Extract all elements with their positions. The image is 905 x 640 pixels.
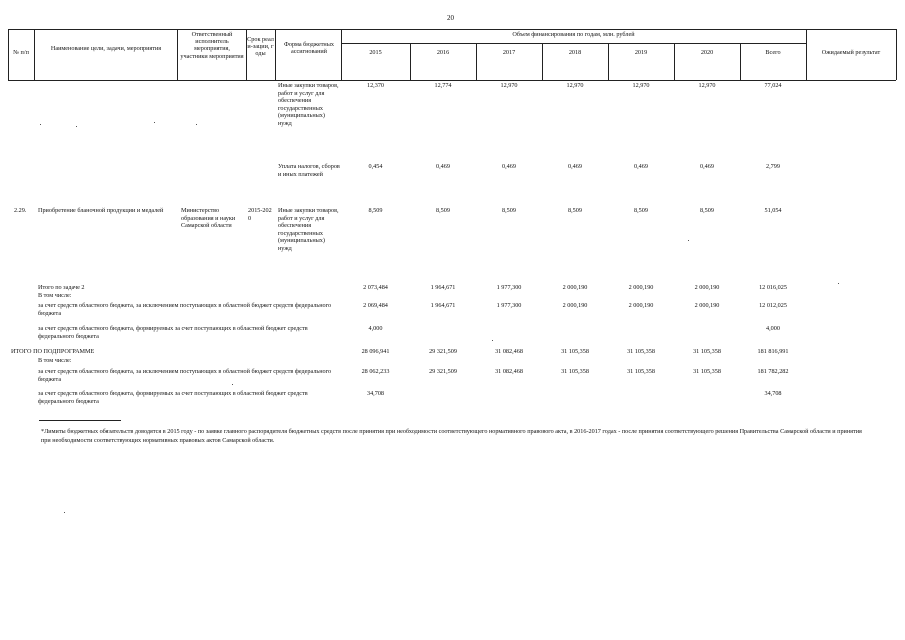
task-regional-2018: 2 000,190 (562, 302, 588, 309)
subprogram-regional-2016: 29 321,509 (429, 368, 457, 375)
row1-2019: 12,970 (632, 82, 650, 89)
scan-speck (154, 122, 155, 123)
subprogram-total-2016: 29 321,509 (429, 348, 457, 355)
header-result: Ожидаемый результат (821, 49, 881, 56)
scan-speck (688, 240, 689, 241)
header-year-2016: 2016 (436, 49, 450, 56)
task-regional-2017: 1 977,300 (496, 302, 522, 309)
row3-form: Иные закупки товаров, работ и услуг для обеспечения государственных (муниципальных) нужд (278, 207, 339, 252)
row2-2018: 0,469 (568, 163, 582, 170)
row1-2015: 12,370 (366, 82, 384, 89)
task-regional-2019: 2 000,190 (628, 302, 654, 309)
row1-2020: 12,970 (698, 82, 716, 89)
page-number: 20 (447, 14, 454, 22)
task-total-2015: 2 073,484 (363, 284, 388, 291)
header-bottom-border (8, 80, 896, 81)
row1-total: 77,024 (764, 82, 782, 89)
row3-name: Приобретение бланочной продукции и медалей (38, 207, 164, 214)
header-term: Срок реали-зации, годы (247, 36, 274, 58)
task-total-2018: 2 000,190 (562, 284, 588, 291)
subprogram-regional-2015: 28 062,233 (361, 368, 390, 375)
header-year-2017: 2017 (502, 49, 516, 56)
row3-2019: 8,509 (634, 207, 648, 214)
scan-speck (76, 126, 77, 127)
row1-2017: 12,970 (500, 82, 518, 89)
header-top-border (8, 29, 896, 30)
subprogram-regional-2018: 31 105,358 (561, 368, 589, 375)
footnote: *Лимиты бюджетных обязательств доводятся в 2015 году - по заявке главного распорядителя бюджетных средств после принятия при необходимости соответствующего нормативного правового акта, в 2016-2017 годах - после принятия соответствующего решения Правительства Самарской области и принятия при необходимости соответствующих нормативных правовых актов Самарской области. (41, 428, 862, 444)
task-total-2020: 2 000,190 (694, 284, 720, 291)
row3-2017: 8,509 (502, 207, 516, 214)
row2-2020: 0,469 (700, 163, 714, 170)
scan-speck (232, 384, 233, 385)
row3-2016: 8,509 (436, 207, 450, 214)
scan-speck (838, 283, 839, 284)
header-name: Наименование цели, задачи, мероприятия (50, 45, 162, 52)
header-year-2018: 2018 (568, 49, 582, 56)
header-year-2015: 2015 (369, 49, 382, 56)
subprogram-total-all: 181 816,991 (757, 348, 789, 355)
row2-form: Уплата налогов, сборов и иных платежей (278, 163, 340, 178)
scan-speck (492, 340, 493, 341)
header-total: Всего (765, 49, 781, 56)
row2-total: 2,799 (766, 163, 780, 170)
task-regional-2015: 2 069,484 (363, 302, 388, 309)
subprogram-regional-2019: 31 105,358 (627, 368, 655, 375)
scan-speck (196, 124, 197, 125)
subprogram-incl-label: В том числе: (38, 357, 72, 364)
subprogram-federal-label: за счет средств областного бюджета, формируемых за счет поступающих в областной бюджет средств федерального бюджета (38, 390, 308, 405)
row2-2017: 0,469 (502, 163, 516, 170)
subprogram-total-2015: 28 096,941 (361, 348, 390, 355)
task-regional-all: 12 012,025 (759, 302, 787, 309)
subprogram-federal-all: 34,708 (764, 390, 782, 397)
subprogram-total-label: ИТОГО ПО ПОДПРОГРАММЕ (11, 348, 95, 355)
subprogram-federal-2015: 34,708 (366, 390, 384, 397)
subprogram-regional-2020: 31 105,358 (693, 368, 721, 375)
row2-2015: 0,454 (368, 163, 383, 170)
task-total-2016: 1 964,671 (430, 284, 456, 291)
task-regional-2016: 1 964,671 (430, 302, 456, 309)
row3-2015: 8,509 (368, 207, 383, 214)
header-num: № п/п (13, 49, 29, 56)
scan-speck (40, 124, 41, 125)
row1-form: Иные закупки товаров, работ и услуг для обеспечения государственных (муниципальных) нужд (278, 82, 339, 127)
task-total-2017: 1 977,300 (496, 284, 522, 291)
subprogram-total-2017: 31 082,468 (495, 348, 523, 355)
task-total-all: 12 016,025 (759, 284, 787, 291)
subprogram-regional-label: за счет средств областного бюджета, за исключением поступающих в областной бюджет средств федерального бюджета (38, 368, 332, 383)
scan-speck (64, 512, 65, 513)
task-federal-2015: 4,000 (368, 325, 383, 332)
header-responsible: Ответственный исполнитель мероприятия, участники мероприятия (180, 31, 244, 60)
header-finance: Объем финансирования по годам, млн. рублей (512, 31, 635, 38)
row3-num: 2.29. (14, 207, 27, 214)
task-incl-label: В том числе: (38, 292, 72, 299)
subprogram-regional-all: 181 782,282 (757, 368, 789, 375)
task-regional-2020: 2 000,190 (694, 302, 720, 309)
row3-2018: 8,509 (568, 207, 582, 214)
row2-2019: 0,469 (634, 163, 648, 170)
subprogram-total-2019: 31 105,358 (627, 348, 655, 355)
footnote-separator (39, 420, 121, 421)
row3-total: 51,054 (764, 207, 782, 214)
subprogram-total-2020: 31 105,358 (693, 348, 721, 355)
task-total-label: Итого по задаче 2 (38, 284, 85, 291)
row1-2016: 12,774 (434, 82, 452, 89)
row3-responsible: Министерство образования и науки Самарской области (181, 207, 236, 230)
header-year-2019: 2019 (634, 49, 648, 56)
row1-2018: 12,970 (566, 82, 584, 89)
header-year-2020: 2020 (700, 49, 714, 56)
subprogram-total-2018: 31 105,358 (561, 348, 589, 355)
task-regional-label: за счет средств областного бюджета, за исключением поступающих в областной бюджет средств федерального бюджета (38, 302, 332, 317)
subprogram-regional-2017: 31 082,468 (495, 368, 523, 375)
row2-2016: 0,469 (436, 163, 450, 170)
task-federal-all: 4,000 (766, 325, 780, 332)
header-form: Форма бюджетных ассигнований (284, 41, 334, 56)
row3-term: 2015-2020 (248, 207, 272, 222)
task-federal-label: за счет средств областного бюджета, формируемых за счет поступающих в областной бюджет средств федерального бюджета (38, 325, 308, 340)
task-total-2019: 2 000,190 (628, 284, 654, 291)
row3-2020: 8,509 (700, 207, 714, 214)
